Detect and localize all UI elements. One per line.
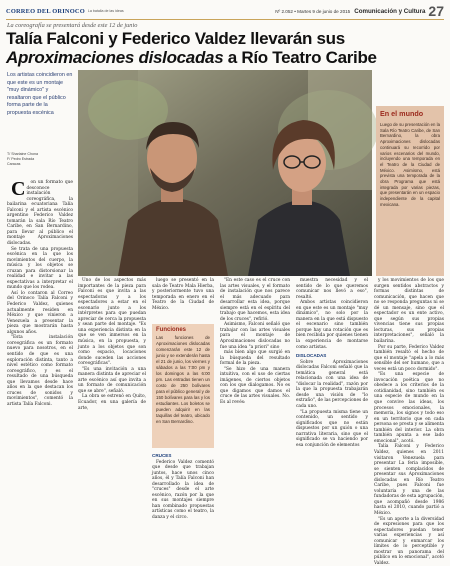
newspaper-logo: CORREO DEL ORINOCO — [6, 7, 85, 15]
col5-paragraph-3: Sobre Aproximaciones dislocadas Falconi señaló que la temática general está relacionada con una idea de "dislocar la realidad", razón por la que la propuesta trabajarán desde una visión de "lo extraño", de las percepciones de cada uno. — [296, 359, 368, 410]
col3-paragraph-2: Federico Valdez comentó que desde que trabajan juntos, hace unos cinco años, él y Talía Falconi han desarrollado la idea de "cruces" desde el arte escénico, razón por la que en sus montajes siempre han combinado propuestas artísticas como el teatro, la danza y el circo. — [152, 459, 214, 521]
article-column-1 — [7, 180, 73, 407]
drop-cap: C — [11, 178, 26, 200]
article-lead: Los artistas coincidieron en que este es un montaje "muy dinámico" y resaltaron que el público forma parte de la propuesta escénica — [7, 72, 73, 116]
article-kicker: La coreografía se presentará desde este 12 de junio — [7, 22, 138, 29]
col5-paragraph-1: muestra necesidad y el sentido de lo que queremos comunicar nos llevó a eso", resaltó. — [296, 278, 368, 300]
subhead-dislocadas: DISLOCADAS — [296, 353, 327, 359]
header-rule — [6, 19, 444, 20]
newspaper-slogan: La batalla de las ideas — [87, 9, 124, 13]
col6-paragraph-2: Por su parte, Federico Valdez también resaltó el hecho de que el montaje "apela a lo más sensible del ser humano, que a veces está un poco dormido". — [374, 344, 444, 372]
col4-paragraph-2: "Se hizo de una manera intuitiva, con el uso de ciertas imágenes, de ciertos objetos con los que dialogamos. No es que digamos que damos el cruce de las artes visuales. No. Es al revés: — [220, 366, 290, 406]
sidebar-title: En el mundo — [380, 109, 424, 118]
sidebar-box — [376, 106, 444, 276]
col3-paragraph-3: "En este caso es el cruce con las artes visuales, y el formato de instalación que nos parece el más adecuado para desarrollar esta idea, porque siempre está en el espíritu del trabajo que hacemos, esta idea de los cruces", refirió. — [220, 278, 290, 322]
functions-title: Funciones — [156, 327, 187, 333]
article-byline — [7, 152, 73, 167]
col3-paragraph-1: luego se presentó en la sala de Teatro Mala Hierba, y posteriormente tuvo una temporada en enero en el Teatro de la Ciudad de México. — [152, 278, 214, 311]
sidebar-text: Luego de su presentación en la Sala Río Teatro Caribe, de San Bernardino, la obra Aproximaciones dislocadas continuará su recorrido por varios escenarios del mundo, incluyendo una temporada en el Teatro de la Ciudad de México. Asimismo, está prevista una temporada de la obra Programa que está integrada por varias piezas, que presentarán en un espacio independiente de la capital mexicana. — [380, 122, 440, 207]
article-column-2 — [78, 278, 146, 411]
article-photo — [78, 70, 372, 276]
col6-paragraph-5: "Es un aporte a la diversidad de expresiones para que los espectadores puedan tener varias experiencias y así comunicar y enmarcar los límites de lo perceptible y mostrar un panorama del público en lo emocional", acotó Valdez. — [374, 516, 444, 566]
col3-paragraph-4: Asimismo, Falconi señaló que trabajar con las artes visuales para el montaje de Aproximaciones dislocadas no fue una idea "a priori" sino — [220, 322, 290, 350]
col6-paragraph-4: Talía Falconi y Federico Valdez, quienes en 2011 visitaron Venezuela para presentar La feria imposible, se sienten complacidos de presentar sus Aproximaciones dislocadas en Río Teatro Caribe, pues Falconi fue voluntaria y una de las fundadoras de esta agrupación, que acompañó desde 1986 hasta el 2010, cuando partió a México. — [374, 444, 444, 516]
article-column-5 — [296, 278, 368, 448]
col4-paragraph-1: más bien algo que surgió en la búsqueda del resultado formal de la pieza. — [220, 350, 290, 367]
headline-italic: Aproximaciones dislocadas — [6, 48, 224, 67]
col1-paragraph-3: Así lo contaron al Correo del Orinoco Talía Falconi y Federico Valdez, quienes actualmente residen en México y que vinieron a Venezuela a presentar la pieza que mostrarán hasta algunos años. — [7, 290, 73, 335]
functions-text: Las funciones de Aproximaciones dislocadas comenzarán este 12 de junio y se extenderán hasta el 21 de junio, los viernes y sábados a las 7:00 pm y los domingos a las 6:00 pm. Las entradas tienen un costo de 250 bolívares para el público general y de 150 bolívares para las y los estudiantes. Los boletos se pueden adquirir en las taquillas del teatro, ubicado en San Bernardino. — [156, 335, 210, 424]
byline-city: Caracas — [7, 162, 21, 166]
col5-paragraph-2: Ambos artistas coincidieron en que este es un montaje "muy dinámico", no solo por la manera en la que está dispuesto el escenario sino también porque hay una rotación que es bien recibida por quienes tienen la experiencia de montarse como artistas. — [296, 300, 368, 350]
photo-artists-image — [78, 70, 372, 276]
col6-paragraph-3: "Es una especie de invocación poética que no obedece a los criterios de la cotidianidad, sino también es una especie de mundo en la que convive las ideas, los procesos emocionales, la memoria, los signos y todo eso en un territorio que en cada persona se presta y se alimenta también del interior. La obra también apunta a ese lado emocional", acotó. — [374, 372, 444, 444]
functions-box — [152, 324, 214, 448]
col2-paragraph-1: Uno de los aspectos más importantes de la pieza para Falconi es que invita a las espectadoras y a los espectadores a estar en el escenario junto a los intérpretes para que puedan apreciar de cerca la propuesta y sean parte del montaje. "Es una experiencia distinta en la que se ven inmersos en la música, en la propuesta, y junto a los objetos que son como espacio, locaciones donde suceden las acciones coreográficas". — [78, 278, 146, 367]
headline-part-1: Talía Falconi y Federico Valdez llevarán sus — [6, 29, 345, 48]
col1-paragraph-1: on un formato que desconoce instalación coreográfica, la bailarina ecuatoriana Talía Falconi y el artista escénico argentino Federico Valdez tomarán la sala Río Teatro Caribe, en San Bernardino, para llevar al público el montaje Aproximaciones dislocadas. — [7, 180, 73, 247]
page-number: 27 — [428, 3, 444, 19]
page-header — [6, 4, 444, 18]
col1-paragraph-4: "Esta instalación coreográfica es un formato nuevo para nosotros, en el sentido de que es una exploración distinta, tanto a nivel estético como formato coreográfico, y es el resultado de una búsqueda que llevamos desde hace años en la que destacan los cruces de sonidos y movimientos", comentó la artista Talía Falconi. — [7, 335, 73, 407]
byline-text: T/ Sharlaine Chona — [7, 152, 38, 156]
article-column-3-bottom — [152, 450, 214, 521]
col1-paragraph-2: Se trata de una propuesta escénica en la que los movimientos del cuerpo, la música y los objetos se cruzan para distorsionar la realidad e invitar a las expectativas a interpretar el mundo que los rodea. — [7, 246, 73, 291]
col2-paragraph-3: La obra se estrenó en Quito, Ecuador, en una galería de arte, — [78, 394, 146, 411]
col6-paragraph-1: y los movimientos de los que surgen sentidos abstractos y formas distintas de comunicación, que hacen que no se responda preguntas ni se dé un mensaje, sino que el espectador es un ente activo, que según sus propias vivencias tiene sus propias lecturas, sus propias interpretaciones", señaló la bailarina. — [374, 278, 444, 345]
article-headline — [6, 29, 446, 67]
article-column-4 — [220, 278, 290, 406]
headline-part-2: a Río Teatro Caribe — [223, 48, 377, 67]
byline-photo: F/ Pedro Estrada — [7, 157, 35, 161]
article-column-3 — [152, 278, 214, 311]
issue-info: Nº 2.052 • Martes 9 de junio de 2015 — [275, 8, 351, 14]
subhead-cruces: CRUCES — [152, 453, 172, 458]
col5-paragraph-4: "La propuesta misma tiene un contenido, un sentido y significados que no están dispuestos por un guión o una narrativa literaria, sino que el significado se va haciendo por esa conjunción de elementos — [296, 409, 368, 448]
section-name: Comunicación y Cultura — [354, 7, 426, 15]
col2-paragraph-2: "Es una invitación a una manera distinta de apreciar el arte escénico así que invita a un formato de comunicación que se abre", señaló. — [78, 366, 146, 394]
article-column-6 — [374, 278, 444, 566]
